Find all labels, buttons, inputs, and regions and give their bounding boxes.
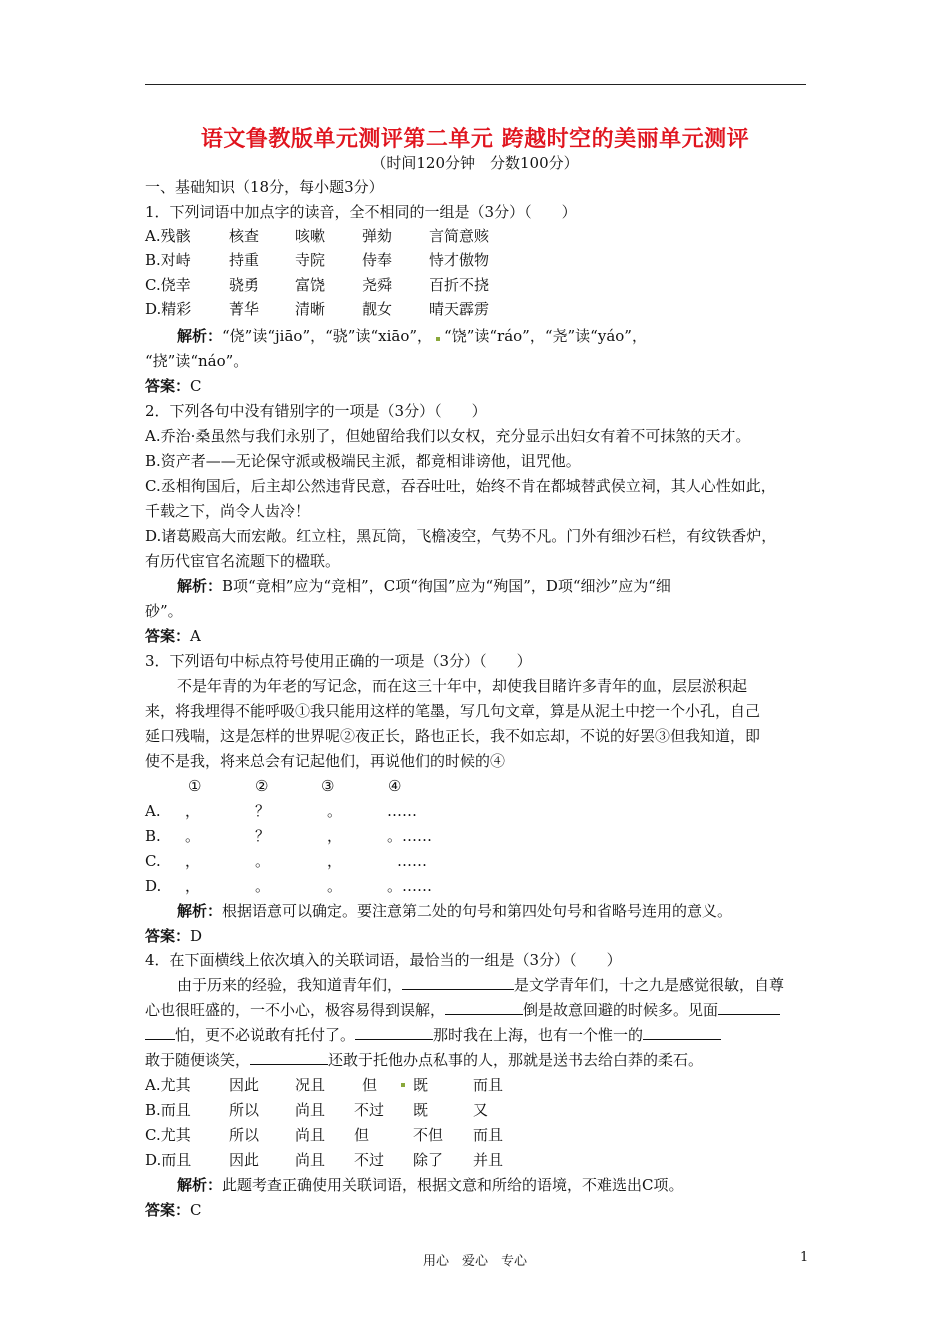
q3-b-p4: 。…… xyxy=(387,827,433,845)
q1-analysis-label: 解析： xyxy=(177,327,223,345)
q1-b-w3: 寺院 xyxy=(295,251,326,269)
q4-p4-text-b: 还敢于托他办点私事的人，那就是送书去给白莽的柔石。 xyxy=(328,1051,704,1069)
q4-c-w3: 尚且 xyxy=(295,1126,326,1144)
q3-num-4: ④ xyxy=(388,777,402,795)
q4-passage-1 xyxy=(177,975,784,995)
q4-c-w2: 所以 xyxy=(229,1126,260,1144)
q4-d-w2: 因此 xyxy=(229,1151,260,1169)
q2-analysis-cont: 砂”。 xyxy=(145,602,183,620)
q4-b-w3: 尚且 xyxy=(295,1101,326,1119)
section-heading: 一、基础知识（18分，每小题3分） xyxy=(145,178,384,196)
q4-a-w4: 但 xyxy=(362,1076,378,1094)
q1-a-w4: 弹劾 xyxy=(362,227,393,245)
q1-b-w1: B.对峙 xyxy=(145,251,191,269)
q4-answer xyxy=(145,1200,202,1220)
fill-blank-2[interactable] xyxy=(445,1000,523,1015)
q1-analysis-cont: “挠”读“náo”。 xyxy=(145,352,249,370)
q1-b-w5: 恃才傲物 xyxy=(429,251,490,269)
q1-d-w4: 靓女 xyxy=(362,300,393,318)
q4-d-w3: 尚且 xyxy=(295,1151,326,1169)
q3-passage-2: 来，将我埋得不能呼吸①我只能用这样的笔墨，写几句文章，算是从泥土中挖一个小孔，自己 xyxy=(145,702,761,720)
q4-p2-text-a: 心也很旺盛的，一不小心，极容易得到误解， xyxy=(145,1001,446,1019)
fill-blank-3-cont[interactable] xyxy=(145,1025,175,1040)
q3-a-p1: ， xyxy=(185,802,201,820)
q4-answer-label: 答案： xyxy=(145,1201,191,1219)
q4-d-w5: 除了 xyxy=(413,1151,444,1169)
q4-c-w5: 不但 xyxy=(413,1126,444,1144)
q1-stem: 1．下列词语中加点字的读音，全不相同的一组是（3分）（ ） xyxy=(145,203,577,221)
q2-analysis xyxy=(177,576,671,596)
q4-c-w4: 但 xyxy=(354,1126,370,1144)
q3-answer xyxy=(145,926,202,946)
q4-b-w4: 不过 xyxy=(354,1101,385,1119)
q3-a-p4: …… xyxy=(387,802,417,820)
q3-c-p4: …… xyxy=(397,852,427,870)
q2-option-c-cont: 千载之下，尚令人齿冷！ xyxy=(145,502,311,520)
q4-p3-text-b: 那时我在上海，也有一个惟一的 xyxy=(433,1026,644,1044)
q4-p1-text-a: 由于历来的经验，我知道青年们， xyxy=(177,976,403,994)
q4-p2-text-b: 倒是故意回避的时候多。见面 xyxy=(523,1001,719,1019)
green-mark-icon xyxy=(401,1083,405,1087)
q2-option-a: A.乔治·桑虽然与我们永别了，但她留给我们以女权，充分显示出妇女有着不可抹煞的天才。 xyxy=(145,427,751,445)
q4-c-w6: 而且 xyxy=(473,1126,504,1144)
q3-b-label: B. xyxy=(145,827,161,845)
q2-answer-value: A xyxy=(190,627,201,645)
q4-d-w1: D.而且 xyxy=(145,1151,192,1169)
q1-d-w2: 菁华 xyxy=(229,300,260,318)
q2-stem: 2．下列各句中没有错别字的一项是（3分）（ ） xyxy=(145,402,487,420)
q2-option-d-cont: 有历代宦官名流题下的楹联。 xyxy=(145,552,341,570)
q1-b-w4: 侍奉 xyxy=(362,251,393,269)
q1-a-w5: 言简意赅 xyxy=(429,227,490,245)
q3-num-3: ③ xyxy=(321,777,335,795)
q4-a-w3: 况且 xyxy=(295,1076,326,1094)
q3-b-p3: ， xyxy=(327,827,343,845)
q3-c-label: C. xyxy=(145,852,161,870)
q1-c-w4: 尧舜 xyxy=(362,276,393,294)
page-footer: 用心 爱心 专心 xyxy=(422,1254,527,1269)
q2-option-d: D.诸葛殿高大而宏敞。红立柱，黑瓦筒，飞檐凌空，气势不凡。门外有细沙石栏，有纹铁香炉， xyxy=(145,527,777,545)
q3-c-p3: ， xyxy=(327,852,343,870)
q4-b-w5: 既 xyxy=(413,1101,429,1119)
q4-stem: 4．在下面横线上依次填入的关联词语，最恰当的一组是（3分）（ ） xyxy=(145,951,622,969)
q1-b-w2: 持重 xyxy=(229,251,260,269)
q4-b-w1: B.而且 xyxy=(145,1101,191,1119)
q3-a-p3: 。 xyxy=(327,802,343,820)
q2-option-b: B.资产者——无论保守派或极端民主派，都竟相诽谤他，诅咒他。 xyxy=(145,452,581,470)
q4-analysis-label: 解析： xyxy=(177,1176,223,1194)
q4-b-w2: 所以 xyxy=(229,1101,260,1119)
q1-d-w1: D.精彩 xyxy=(145,300,192,318)
q3-b-p2: ？ xyxy=(255,827,271,845)
q1-c-w3: 富饶 xyxy=(295,276,326,294)
page-number: 1 xyxy=(800,1250,809,1265)
q1-answer-label: 答案： xyxy=(145,377,191,395)
q4-answer-value: C xyxy=(190,1201,202,1219)
q4-d-w4: 不过 xyxy=(354,1151,385,1169)
q2-analysis-label: 解析： xyxy=(177,577,223,595)
q4-analysis-text: 此题考查正确使用关联词语，根据文意和所给的语境，不难选出C项。 xyxy=(222,1176,684,1194)
q2-analysis-text: B项“竟相”应为“竞相”，C项“徇国”应为“殉国”，D项“细沙”应为“细 xyxy=(222,577,671,595)
q4-a-w5: 既 xyxy=(413,1076,429,1094)
fill-blank-5[interactable] xyxy=(643,1025,721,1040)
q3-b-p1: 。 xyxy=(185,827,201,845)
green-mark-icon xyxy=(436,337,440,341)
q3-d-p4: 。…… xyxy=(387,877,433,895)
q1-analysis xyxy=(177,326,647,346)
q3-c-p2: 。 xyxy=(255,852,271,870)
q3-answer-value: D xyxy=(190,927,203,945)
q3-d-p1: ， xyxy=(185,877,201,895)
q1-c-w1: C.侥幸 xyxy=(145,276,191,294)
q3-num-1: ① xyxy=(188,777,202,795)
q1-a-w2: 核查 xyxy=(229,227,260,245)
q2-option-c: C.丞相徇国后，后主却公然违背民意，吞吞吐吐，始终不肯在都城替武侯立祠，其人心性如此， xyxy=(145,477,776,495)
header-rule xyxy=(145,84,806,85)
q3-a-label: A. xyxy=(145,802,161,820)
q4-a-w6: 而且 xyxy=(473,1076,504,1094)
q4-p1-text-b: 是文学青年们，十之九是感觉很敏，自尊 xyxy=(514,976,785,994)
q4-c-w1: C.尤其 xyxy=(145,1126,191,1144)
q3-stem: 3．下列语句中标点符号使用正确的一项是（3分）（ ） xyxy=(145,652,532,670)
q3-passage-3: 延口残喘，这是怎样的世界呢②夜正长，路也正长，我不如忘却，不说的好罢③但我知道，即 xyxy=(145,727,761,745)
q3-answer-label: 答案： xyxy=(145,927,191,945)
q3-d-p3: 。 xyxy=(327,877,343,895)
q4-b-w6: 又 xyxy=(473,1101,489,1119)
fill-blank-1[interactable] xyxy=(402,975,514,990)
q4-passage-4 xyxy=(145,1050,703,1070)
q2-answer xyxy=(145,626,201,646)
q1-analysis-text2: “饶”读“ráo”，“尧”读“yáo”， xyxy=(444,327,647,345)
q3-d-label: D. xyxy=(145,877,162,895)
document-title: 语文鲁教版单元测评第二单元 跨越时空的美丽单元测评 xyxy=(200,126,750,152)
q3-d-p2: 。 xyxy=(255,877,271,895)
q3-analysis xyxy=(177,901,732,921)
q2-answer-label: 答案： xyxy=(145,627,191,645)
q3-analysis-label: 解析： xyxy=(177,902,223,920)
q3-a-p2: ？ xyxy=(255,802,271,820)
q4-a-w1: A.尤其 xyxy=(145,1076,191,1094)
q3-num-2: ② xyxy=(255,777,269,795)
document-subtitle: （时间120分钟 分数100分） xyxy=(371,154,579,172)
fill-blank-4[interactable] xyxy=(355,1025,433,1040)
q4-analysis xyxy=(177,1175,684,1195)
q1-answer xyxy=(145,376,202,396)
q1-c-w2: 骁勇 xyxy=(229,276,260,294)
q4-passage-3 xyxy=(145,1025,721,1045)
fill-blank-6[interactable] xyxy=(250,1050,328,1065)
q1-d-w5: 晴天霹雳 xyxy=(429,300,490,318)
q4-a-w2: 因此 xyxy=(229,1076,260,1094)
q4-d-w6: 并且 xyxy=(473,1151,504,1169)
fill-blank-3[interactable] xyxy=(718,1000,780,1015)
q1-d-w3: 清晰 xyxy=(295,300,326,318)
q4-p4-text-a: 敢于随便谈笑， xyxy=(145,1051,251,1069)
q3-c-p1: ， xyxy=(185,852,201,870)
q3-analysis-text: 根据语意可以确定。要注意第二处的句号和第四处句号和省略号连用的意义。 xyxy=(222,902,733,920)
q3-passage-4: 使不是我，将来总会有记起他们，再说他们的时候的④ xyxy=(145,752,506,770)
q4-passage-2 xyxy=(145,1000,780,1020)
q3-passage-1: 不是年青的为年老的写记念，而在这三十年中，却使我目睹许多青年的血，层层淤积起 xyxy=(177,677,748,695)
q1-a-w3: 咳嗽 xyxy=(295,227,326,245)
q4-p3-text-a: 怕，更不必说敢有托付了。 xyxy=(175,1026,356,1044)
q1-c-w5: 百折不挠 xyxy=(429,276,490,294)
q1-answer-value: C xyxy=(190,377,202,395)
q1-a-w1: A.残骸 xyxy=(145,227,191,245)
q1-analysis-text1: “侥”读“jiāo”，“骁”读“xiāo”， xyxy=(222,327,433,345)
